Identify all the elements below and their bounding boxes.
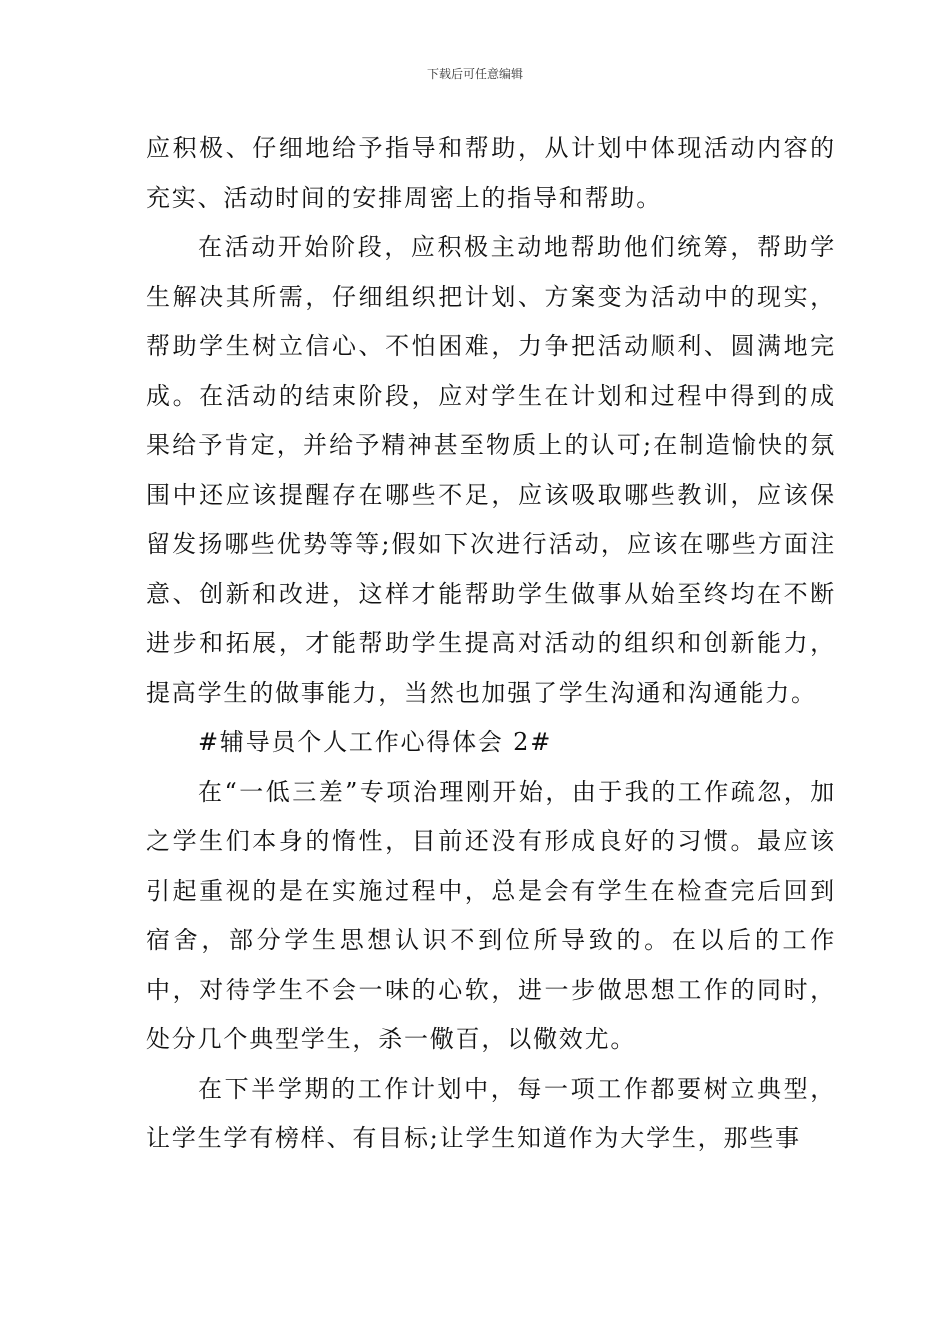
paragraph-special-governance: 在“一低三差”专项治理刚开始，由于我的工作疏忽，加之学生们本身的惰性，目前还没有形成良好的习惯。最应该引起重视的是在实施过程中，总是会有学生在检查完后回到宿舍，部分学生思想认识不到位所导致的。在以后的工作中，对待学生不会一味的心软，进一步做思想工作的同时，处分几个典型学生，杀一儆百，以儆效尤。	[146, 777, 836, 1053]
paragraph-work-plan: 在下半学期的工作计划中，每一项工作都要树立典型，让学生学有榜样、有目标;让学生知道作为大学生，那些事	[146, 1074, 836, 1152]
paragraph-continuation: 应积极、仔细地给予指导和帮助，从计划中体现活动内容的充实、活动时间的安排周密上的指导和帮助。	[146, 134, 836, 212]
download-note-header: 下载后可任意编辑	[426, 67, 523, 81]
document-body	[146, 124, 836, 1164]
paragraph-activity-stages: 在活动开始阶段，应积极主动地帮助他们统筹，帮助学生解决其所需，仔细组织把计划、方案变为活动中的现实，帮助学生树立信心、不怕困难，力争把活动顺利、圆满地完成。在活动的结束阶段，应对学生在计划和过程中得到的成果给予肯定，并给予精神甚至物质上的认可;在制造愉快的氛围中还应该提醒存在哪些不足，应该吸取哪些教训，应该保留发扬哪些优势等等;假如下次进行活动，应该在哪些方面注意、创新和改进，这样才能帮助学生做事从始至终均在不断进步和拓展，才能帮助学生提高对活动的组织和创新能力，提高学生的做事能力，当然也加强了学生沟通和沟通能力。	[146, 233, 836, 707]
section-heading: #辅导员个人工作心得体会 2#	[198, 728, 553, 756]
